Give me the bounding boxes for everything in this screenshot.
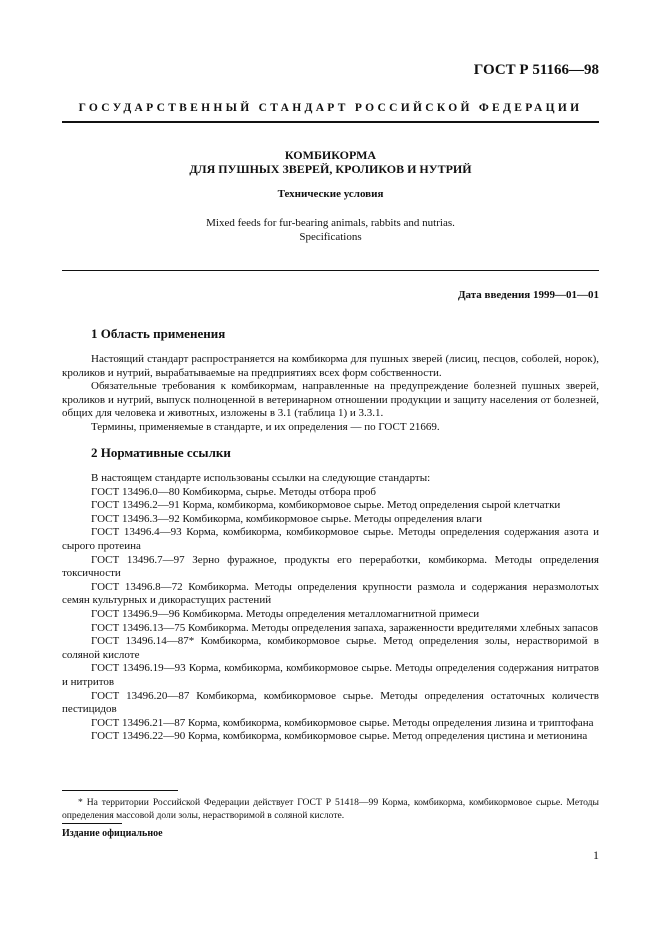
footnote [62, 796, 599, 822]
section-2-body [62, 472, 599, 744]
reference-item: ГОСТ 13496.4—93 Корма, комбикорма, комбикормовое сырье. Методы определения содержания азота и сырого протеина [62, 526, 599, 552]
edition-label: Издание официальное [62, 828, 163, 839]
reference-item: ГОСТ 13496.13—75 Комбикорма. Методы определения запаха, зараженности вредителями хлебных запасов [91, 621, 599, 634]
paragraph: Термины, применяемые в стандарте, и их определения — по ГОСТ 21669. [91, 420, 440, 433]
footnote-rule [62, 790, 178, 791]
reference-item: ГОСТ 13496.3—92 Комбикорма, комбикормовое сырье. Методы определения влаги [91, 512, 483, 525]
reference-item: ГОСТ 13496.2—91 Корма, комбикорма, комбикормовое сырье. Метод определения сырой клетчатки [91, 499, 561, 512]
reference-item: ГОСТ 13496.8—72 Комбикорма. Методы определения крупности размола и содержания неразмолотых семян культурных и дикорастущих растений [62, 580, 599, 607]
reference-item: ГОСТ 13496.22—90 Корма, комбикорма, комбикормовое сырье. Метод определения цистина и метионина [91, 730, 588, 743]
section-1-heading: 1 Область применения [91, 326, 226, 341]
document-code: ГОСТ Р 51166—98 [473, 62, 599, 78]
section-1-body [62, 353, 599, 435]
section-2-heading: 2 Нормативные ссылки [91, 445, 231, 460]
english-title-line-1: Mixed feeds for fur-bearing animals, rabbits and nutrias. [206, 217, 455, 229]
page-number: 1 [593, 848, 599, 862]
document-subtitle: Технические условия [277, 188, 384, 200]
title-line-2: ДЛЯ ПУШНЫХ ЗВЕРЕЙ, КРОЛИКОВ И НУТРИЙ [189, 162, 472, 176]
document-title [62, 148, 599, 176]
header-rule [62, 121, 599, 123]
english-title [62, 216, 599, 244]
footnote-text: * На территории Российской Федерации действует ГОСТ Р 51418—99 Корма, комбикорма, комбикормовое сырье. Методы определения массовой доли золы, нерастворимой в соляной кислоте. [62, 797, 599, 821]
paragraph: Настоящий стандарт распространяется на комбикорма для пушных зверей (лисиц, песцов, соболей, норок), кроликов и нутрий, вырабатываемые на предприятиях всех форм собственности. [62, 353, 599, 379]
state-standard-banner: ГОСУДАРСТВЕННЫЙ СТАНДАРТ РОССИЙСКОЙ ФЕДЕРАЦИИ [78, 102, 583, 114]
reference-item: ГОСТ 13496.20—87 Комбикорма, комбикормовое сырье. Методы определения остаточных количеств пестицидов [62, 689, 599, 716]
english-title-line-2: Specifications [299, 231, 362, 243]
title-line-1: КОМБИКОРМА [284, 148, 377, 162]
edition-rule [62, 823, 122, 824]
paragraph: Обязательные требования к комбикормам, направленные на предупреждение болезней пушных зверей, кроликов и нутрий, выпуск полноценной в ветеринарном отношении продукции и защиту населения от болезней, общих для человека и животных, изложены в 3.1 (таблица 1) и 3.3.1. [62, 380, 599, 420]
paragraph: В настоящем стандарте использованы ссылки на следующие стандарты: [91, 472, 431, 484]
reference-item: ГОСТ 13496.0—80 Комбикорма, сырье. Методы отбора проб [91, 485, 377, 498]
reference-item: ГОСТ 13496.21—87 Корма, комбикорма, комбикормовое сырье. Методы определения лизина и триптофана [91, 716, 594, 729]
title-rule [62, 270, 599, 271]
reference-item: ГОСТ 13496.14—87* Комбикорма, комбикормовое сырье. Метод определения золы, нерастворимой в соляной кислоте [62, 635, 599, 661]
intro-date: Дата введения 1999—01—01 [457, 289, 599, 301]
reference-item: ГОСТ 13496.19—93 Корма, комбикорма, комбикормовое сырье. Методы определения содержания нитратов и нитритов [62, 662, 599, 688]
reference-item: ГОСТ 13496.7—97 Зерно фуражное, продукты его переработки, комбикорма. Методы определения токсичности [62, 553, 599, 580]
reference-item: ГОСТ 13496.9—96 Комбикорма. Методы определения металломагнитной примеси [91, 607, 480, 620]
